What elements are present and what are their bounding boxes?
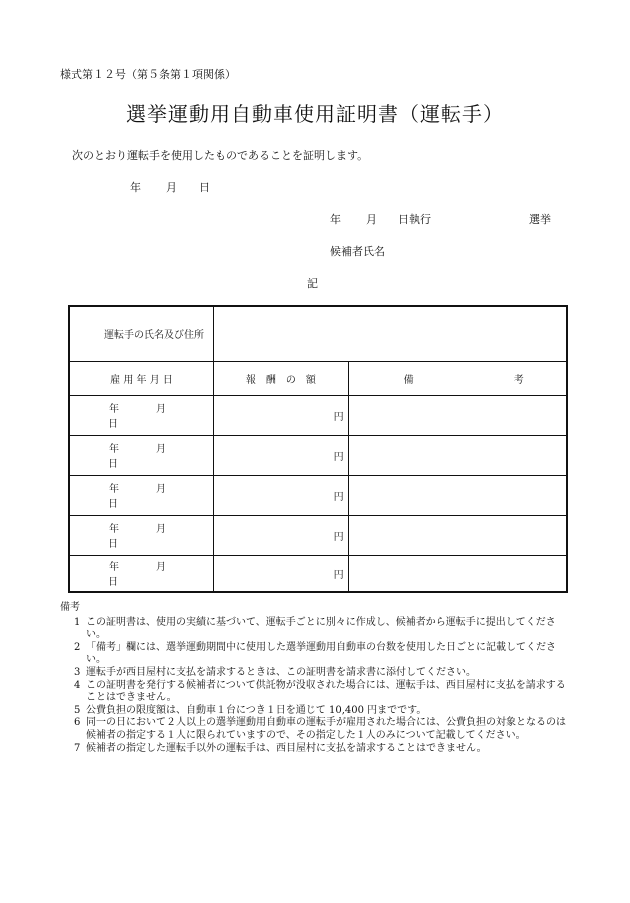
notes-section — [60, 602, 570, 755]
election-year: 年 — [330, 213, 341, 226]
reward-cell[interactable]: 円 — [214, 555, 349, 592]
note-item: 4 この証明書を発行する候補者について供託物が没収された場合には、運転手は、西目屋村に支払を請求することはできません。 — [74, 679, 566, 704]
ki-label: 記 — [307, 277, 318, 290]
note-item: 7 候補者の指定した運転手以外の運転手は、西目屋村に支払を請求することはできません。 — [74, 742, 487, 754]
hire-date-cell[interactable]: 年 月日 — [69, 435, 214, 475]
hire-date-cell[interactable]: 年 月日 — [69, 395, 214, 435]
header-reward: 報 酬 の 額 — [214, 361, 349, 395]
election-day-executed: 日執行 — [398, 213, 431, 226]
reward-cell[interactable]: 円 — [214, 515, 349, 555]
hire-date-cell[interactable]: 年 月日 — [69, 475, 214, 515]
hire-date-cell[interactable]: 年 月日 — [69, 555, 214, 592]
intro-text: 次のとおり運転手を使用したものであることを証明します。 — [72, 149, 369, 162]
header-hire-date: 雇 用 年 月 日 — [69, 361, 214, 395]
table-row — [69, 435, 567, 475]
note-item: 2 「備考」欄には、選挙運動期間中に使用した選挙運動用自動車の台数を使用した日ごとに記載してください。 — [74, 641, 556, 666]
note-item: 1 この証明書は、使用の実績に基づいて、運転手ごとに別々に作成し、候補者から運転手に提出してください。 — [74, 616, 556, 641]
hire-date-cell[interactable]: 年 月日 — [69, 515, 214, 555]
table-row — [69, 515, 567, 555]
notes-list — [60, 617, 570, 756]
driver-name-address-field[interactable] — [214, 306, 567, 361]
date-day: 日 — [199, 181, 210, 194]
reward-cell[interactable]: 円 — [214, 435, 349, 475]
date-year: 年 — [130, 181, 141, 194]
election-label: 選挙 — [529, 213, 551, 226]
remarks-cell[interactable] — [348, 435, 567, 475]
form-number: 様式第１２号（第５条第１項関係） — [60, 68, 236, 81]
reward-cell[interactable]: 円 — [214, 475, 349, 515]
table-row — [69, 555, 567, 592]
document-title: 選挙運動用自動車使用証明書（運転手） — [126, 102, 504, 126]
driver-row — [69, 306, 567, 361]
driver-usage-table — [68, 305, 568, 593]
remarks-cell[interactable] — [348, 475, 567, 515]
date-month: 月 — [166, 181, 177, 194]
header-remarks: 備 考 — [348, 361, 567, 395]
remarks-cell[interactable] — [348, 395, 567, 435]
driver-name-address-label: 運転手の氏名及び住所 — [69, 306, 214, 361]
remarks-cell[interactable] — [348, 515, 567, 555]
note-item: 3 運転手が西目屋村に支払を請求するときは、この証明書を請求書に添付してください。 — [74, 666, 476, 678]
reward-cell[interactable]: 円 — [214, 395, 349, 435]
header-row — [69, 361, 567, 395]
notes-heading: 備考 — [60, 602, 80, 613]
remarks-cell[interactable] — [348, 555, 567, 592]
table-row — [69, 475, 567, 515]
election-month: 月 — [366, 213, 377, 226]
note-item: 5 公費負担の限度額は、自動車１台につき１日を通じて 10,400 円までです。 — [74, 704, 427, 716]
note-item: 6 同一の日において２人以上の選挙運動用自動車の運転手が雇用された場合には、公費負担の対象となるのは候補者の指定する１人に限られていますので、その指定した１人のみについて記載してください。 — [74, 717, 566, 741]
candidate-name-label: 候補者氏名 — [330, 245, 385, 258]
table-row — [69, 395, 567, 435]
